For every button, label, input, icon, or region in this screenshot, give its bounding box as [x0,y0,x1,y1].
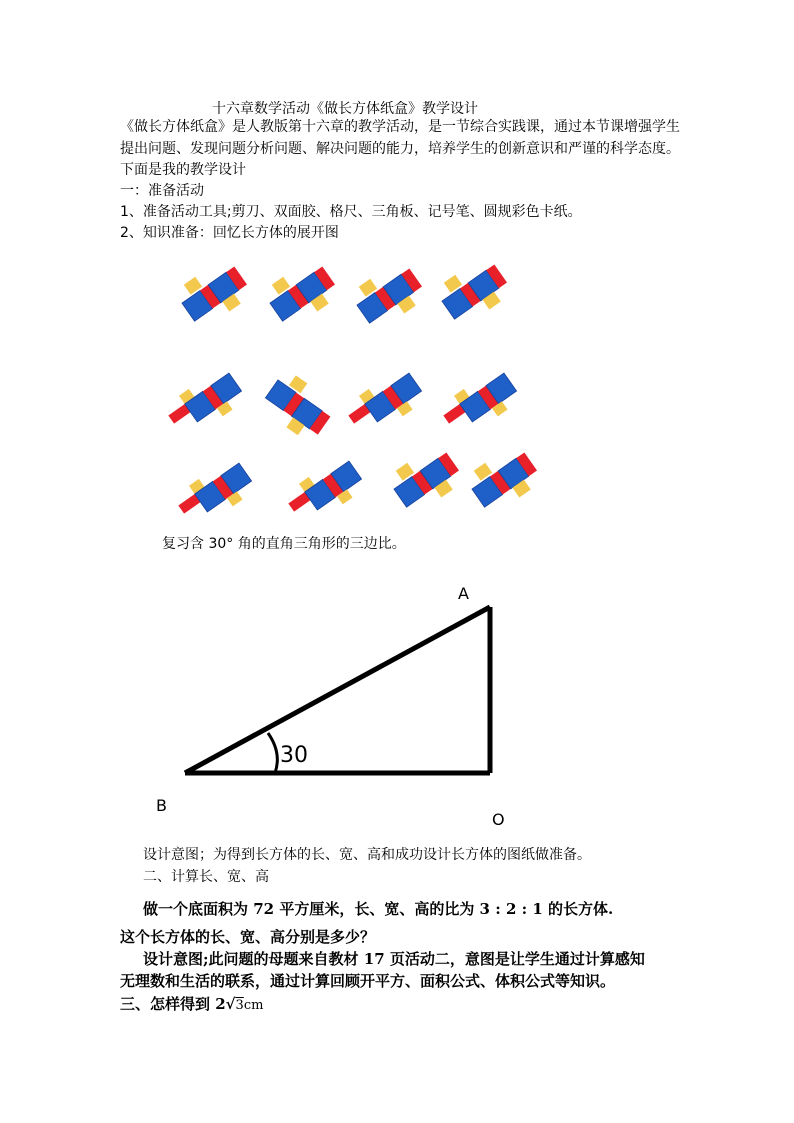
net-9 [173,455,258,522]
review-text: 复习含 30° 角的直角三角形的三边比。 [162,536,406,552]
item-2: 2、知识准备：回忆长方体的展开图 [120,225,339,241]
section-3-prefix: 三、怎样得到 2 [120,995,226,1013]
net-1 [174,262,254,331]
section-2-heading: 二、计算长、宽、高 [143,869,269,885]
net-11 [386,441,466,517]
cuboid-nets-figure [168,262,538,522]
net-7 [343,365,428,442]
net-2 [262,262,342,331]
design-intent-2-line-2: 无理数和生活的联系，通过计算回顾开平方、面积公式、体积公式等知识。 [120,972,616,990]
problem-line-2: 这个长方体的长、宽、高分别是多少？ [120,928,376,946]
design-intent-1: 设计意图；为得到长方体的长、宽、高和成功设计长方体的图纸做准备。 [143,847,591,863]
net-4 [434,262,514,329]
net-3 [349,262,429,333]
net-10 [283,453,368,522]
vertex-b-label: B [156,796,167,815]
unit-label: cm [243,998,264,1013]
vertex-o-label: O [492,810,505,829]
angle-label: 30 [280,743,308,768]
vertex-a-label: A [458,584,469,603]
intro-line-1: 《做长方体纸盒》是人教版第十六章的教学活动，是一节综合实践课，通过本节课增强学生 [120,119,680,135]
design-intent-2-line-1: 设计意图;此问题的母题来自教材 17 页活动二，意图是让学生通过计算感知 [143,950,645,968]
page-title: 十六章数学活动《做长方体纸盒》教学设计 [212,101,478,117]
section-1-heading: 一：准备活动 [120,183,204,199]
net-8 [438,365,523,442]
net-5 [168,365,247,442]
section-3-heading [120,993,263,1014]
sqrt-radicand: 3 [235,998,244,1013]
right-triangle-figure [140,575,540,835]
intro-line-3: 下面是我的教学设计 [120,162,246,178]
sqrt-symbol: √ [225,995,236,1013]
net-6 [259,368,339,444]
problem-line-1: 做一个底面积为 72 平方厘米，长、宽、高的比为 3 : 2 : 1 的长方体. [143,900,614,918]
item-1: 1、准备活动工具;剪刀、双面胶、格尺、三角板、记号笔、圆规彩色卡纸。 [120,204,582,220]
intro-line-2: 提出问题、发现问题分析问题、解决问题的能力，培养学生的创新意识和严谨的科学态度。 [120,141,680,157]
net-12 [464,441,538,517]
